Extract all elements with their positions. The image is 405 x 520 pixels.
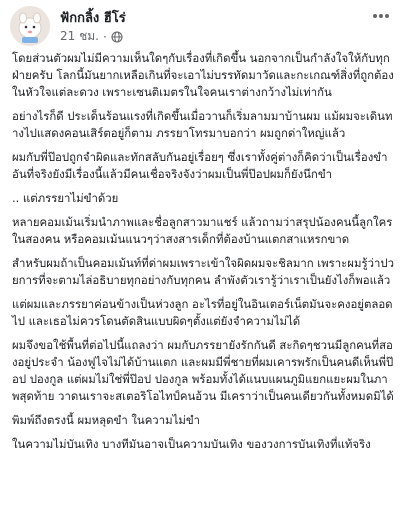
globe-icon[interactable] [111, 31, 123, 43]
post-paragraph: ในความไม่บันเทิง บางทีมันอาจเป็นความบันเทิง ของวงการบันเทิงที่แท้จริง [12, 437, 371, 451]
more-horizontal-icon[interactable] [370, 8, 392, 22]
post-meta [60, 27, 123, 46]
post-paragraph: สำหรับผมถ้าเป็นคอมเม้นท์ที่ด่าผมเพราะเข้าใจผิดผมจะชิลมาก เพราะผมรู้ว่าปวยการที่จะตามไล่อธิบายทุกอย่างกับทุกคน ลำพังตัวเรารู้ว่าเราเป็นยังไงก็พอแล้ว [12, 256, 395, 287]
post-paragraph: แต่ผมและภรรยาค่อนข้างเป็นห่วงลูก อะไรที่อยู่ในอินเตอร์เน็ตมันจะคงอยู่ตลอดไป และเธอไม่ควรโดนตัดสินแบบผิดๆตั้งแต่ยังจำความไม่ได้ [12, 297, 393, 328]
avatar[interactable] [10, 6, 50, 46]
post-body [12, 50, 395, 460]
meta-separator: · [102, 29, 107, 44]
author-name[interactable]: ฟักกลิ้ง ฮีโร่ [60, 11, 126, 26]
post-paragraph: อย่างไรก็ดี ประเด็นร้อนแรงที่เกิดขึ้นเมื่อวานก็เริ่มลามมาบ้านผม แม้ผมจะเดินทางไปแสดงคอนเสิร์ตอยู่ก็ตาม ภรรยาโทรมาบอกว่า ผมถูกด่าใหญ่แล้ว [12, 109, 393, 140]
post-paragraph: ผมจึงขอใช้พื้นที่ต่อไปนี้แถลงว่า ผมกับภรรยายังรักกันดี สะกิดๆชวนมีลูกคนที่สองอยู่ประจำ น้องฟูไจไม่ได้บ้านแตก และผมมีพี่ชายที่ผมเคารพรักเป็นคนดีเห็นพี่ป๊อป ปองกูล แต่ผมไม่ใช่พี่ป๊อป ปองกูล พร้อมทั้งได้แนบแผนภูมิแยกแยะผมในภาพสุดท้าย วาดนเราจะสเตอริโอไทป์คนอ้วน มีเคราว่าเป็นคนเดียวกันทั้งหมดมิได้ [12, 338, 394, 403]
avatar-image [10, 6, 50, 46]
post-timestamp[interactable]: 21 ชม. [60, 29, 99, 43]
post-header [10, 6, 400, 46]
post-paragraph: .. แต่ภรรยาไม่ขำด้วย [12, 191, 119, 205]
post-paragraph: ผมกับพี่ป๊อปถูกจำผิดและทักสลับกันอยู่เรื่อยๆ ซึ่งเราทั้งคู่ต่างก็คิดว่าเป็นเรื่องขำ อันที่จริงยังมีเรื่องนี้แล้วมีคนเชื่อจริงจังว่าผมเป็นพี่ป๊อปผมก็ยังนึกขำ [12, 150, 388, 181]
post-paragraph: หลายคอมเม้นเริ่มนำภาพและชื่อลูกสาวมาแชร์ แล้วถามว่าสรุปน้องคนนี้ลูกใครในสองคน หรือคอมเม้นแนวๆว่าสงสารเด็กที่ต้องบ้านแตกสาแหรกขาด [12, 215, 393, 246]
post-paragraph: โดยส่วนตัวผมไม่มีความเห็นใดๆกับเรื่องที่เกิดขึ้น นอกจากเป็นกำลังใจให้กับทุกฝ่ายครับ โลกนี้มันยากเหลือเกินที่จะเอาไม่บรรทัดมาวัดและกะเกณฑ์สิ่งที่ถูกต้องในหัวใจแต่ละดวง เพราะเซนติเมตรในใจคนเราต่างกว้างไม่เท่ากัน [12, 51, 394, 99]
post-paragraph: พิมพ์ถึงตรงนี้ ผมหลุดขำ ในความไม่ขำ [12, 413, 201, 427]
